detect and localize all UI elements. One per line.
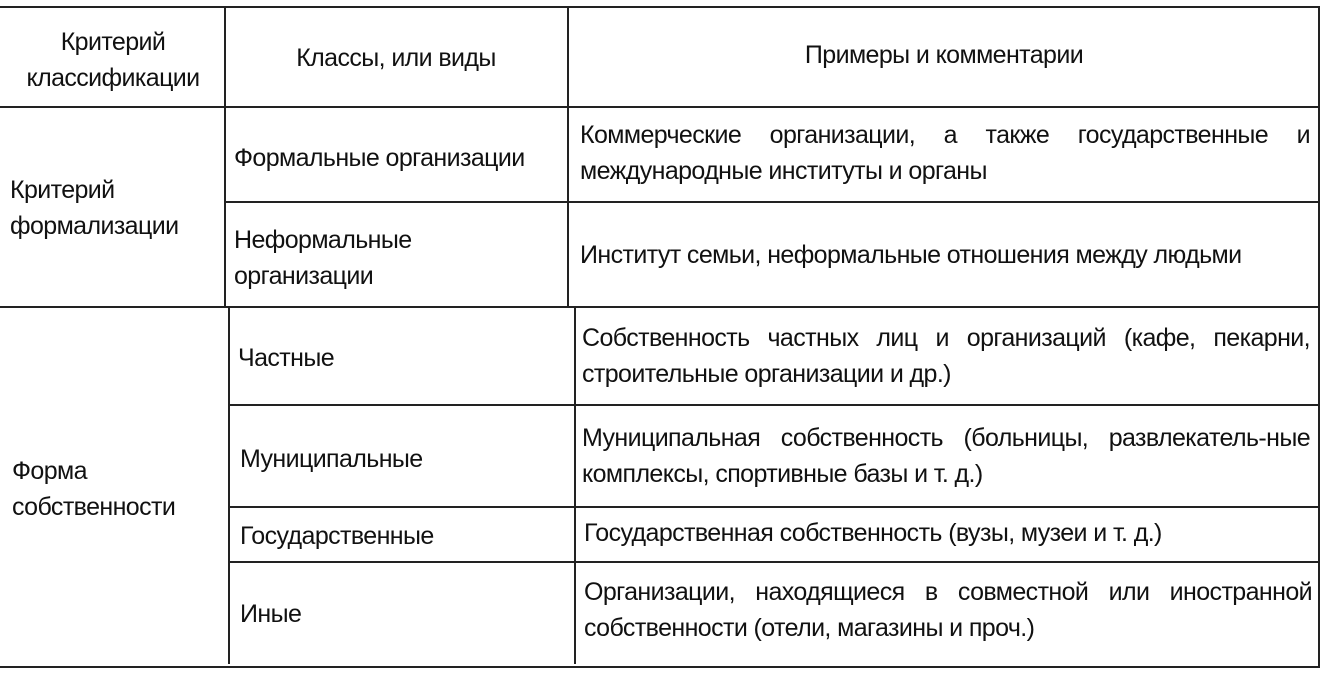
class-formal: Формальные организации	[234, 144, 525, 172]
col-divider-2	[567, 6, 569, 306]
header-classes: Классы, или виды	[296, 44, 496, 72]
group-criterion-formalization: Критерий формализации	[10, 176, 179, 240]
header-divider	[0, 106, 1320, 108]
class-private: Частные	[238, 344, 334, 372]
col-divider-2b	[574, 306, 576, 664]
example-formal: Коммерческие организации, а также государственные и международные институты и органы	[580, 121, 1310, 185]
row-divider-3	[230, 404, 1320, 406]
col-divider-1b	[228, 306, 230, 664]
row-divider-5	[230, 561, 1320, 563]
row-divider-1	[226, 201, 1320, 203]
example-private: Собственность частных лиц и организаций (кафе, пекарни, строительные организации и др.)	[582, 324, 1310, 388]
col-divider-1	[224, 6, 226, 306]
header-criterion: Критерий классификации	[26, 28, 200, 92]
class-informal: Неформальные организации	[234, 226, 412, 290]
class-state: Государственные	[240, 522, 434, 550]
group-criterion-ownership: Форма собственности	[12, 457, 176, 521]
example-state: Государственная собственность (вузы, музеи и т. д.)	[584, 519, 1162, 547]
example-municipal: Муниципальная собственность (больницы, развлекатель-ные комплексы, спортивные базы и т. д.)	[582, 424, 1310, 488]
row-divider-4	[230, 506, 1320, 508]
class-other: Иные	[240, 600, 302, 628]
class-municipal: Муниципальные	[240, 445, 423, 473]
group-divider	[0, 306, 1320, 308]
header-examples: Примеры и комментарии	[804, 41, 1084, 69]
example-informal: Институт семьи, неформальные отношения между людьми	[580, 241, 1242, 269]
example-other: Организации, находящиеся в совместной или иностранной собственности (отели, магазины и проч.)	[584, 578, 1312, 642]
